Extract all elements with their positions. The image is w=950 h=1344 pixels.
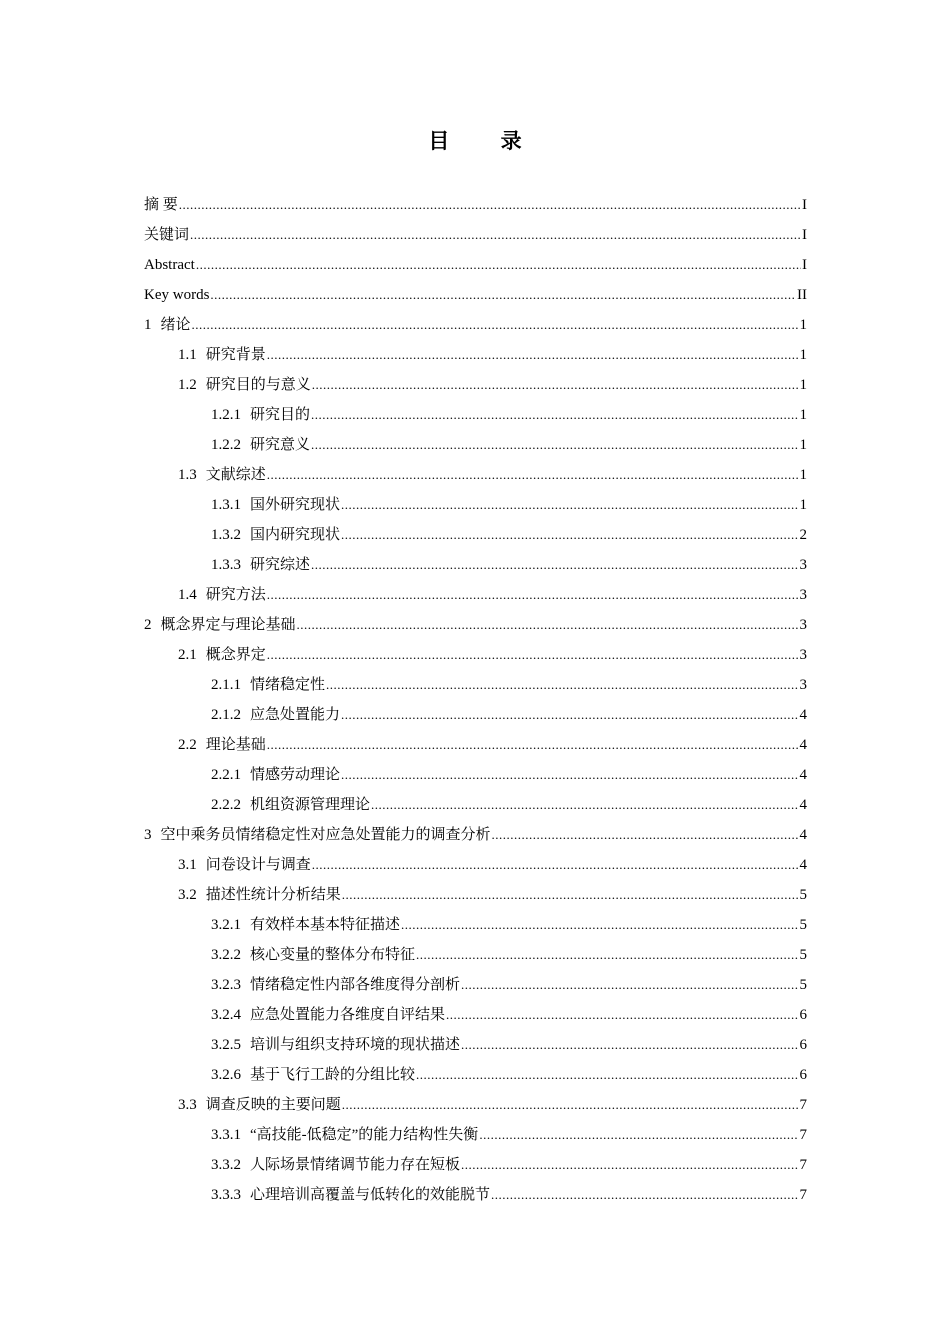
toc-entry[interactable] (144, 760, 807, 790)
toc-entry[interactable] (144, 550, 807, 580)
toc-dot-leader (192, 310, 799, 340)
toc-entry-page: I (802, 197, 807, 213)
toc-entry-title: 绪论 (160, 317, 191, 333)
toc-entry-page: 3 (799, 617, 807, 633)
toc-dot-leader (492, 820, 799, 850)
toc-entry-number: 2.1 (178, 647, 197, 663)
toc-entry-title: 调查反映的主要问题 (205, 1097, 341, 1113)
toc-dot-leader (267, 340, 799, 370)
toc-entry-title: 问卷设计与调查 (205, 857, 311, 873)
toc-entry[interactable] (144, 310, 807, 340)
toc-dot-leader (341, 700, 798, 730)
toc-dot-leader (267, 580, 799, 610)
toc-entry-page: 5 (799, 917, 807, 933)
toc-entry-title: 情感劳动理论 (250, 767, 341, 783)
toc-entry-title: 文献综述 (205, 467, 266, 483)
toc-dot-leader (461, 970, 798, 1000)
toc-dot-leader (341, 490, 798, 520)
toc-dot-leader (196, 250, 801, 280)
toc-entry-title: 研究方法 (205, 587, 266, 603)
toc-entry-page: 7 (799, 1157, 807, 1173)
toc-entry[interactable] (144, 490, 807, 520)
toc-entry-page: 5 (799, 977, 807, 993)
toc-entry[interactable] (144, 340, 807, 370)
toc-entry-number: 3.2.6 (211, 1067, 241, 1083)
toc-entry[interactable] (144, 940, 807, 970)
toc-list (144, 190, 807, 1210)
toc-dot-leader (461, 1030, 798, 1060)
toc-entry-number: 3.2.3 (211, 977, 241, 993)
toc-entry-title: 机组资源管理理论 (250, 797, 371, 813)
toc-dot-leader (371, 790, 798, 820)
toc-dot-leader (416, 1060, 798, 1090)
toc-entry-page: 3 (799, 587, 807, 603)
toc-entry-page: 3 (799, 557, 807, 573)
toc-entry-page: 5 (799, 947, 807, 963)
toc-entry-number: 2.1.2 (211, 707, 241, 723)
toc-entry[interactable] (144, 730, 807, 760)
toc-entry-number: 2 (144, 617, 152, 633)
toc-entry[interactable] (144, 400, 807, 430)
toc-title: 目 录 (428, 129, 544, 153)
toc-entry-title: 应急处置能力各维度自评结果 (250, 1007, 446, 1023)
toc-dot-leader (446, 1000, 798, 1030)
toc-entry[interactable] (144, 1120, 807, 1150)
toc-entry[interactable] (144, 880, 807, 910)
toc-entry-title: 心理培训高覆盖与低转化的效能脱节 (250, 1187, 491, 1203)
toc-entry-title: 研究意义 (250, 437, 311, 453)
toc-entry[interactable] (144, 700, 807, 730)
toc-dot-leader (190, 220, 801, 250)
toc-entry[interactable] (144, 370, 807, 400)
toc-entry[interactable] (144, 250, 807, 280)
toc-entry-page: 4 (799, 707, 807, 723)
toc-entry[interactable] (144, 520, 807, 550)
toc-dot-leader (267, 640, 799, 670)
toc-entry-page: 6 (799, 1007, 807, 1023)
toc-entry[interactable] (144, 190, 807, 220)
toc-entry[interactable] (144, 790, 807, 820)
toc-entry-number: 3.3 (178, 1097, 197, 1113)
toc-entry-page: 1 (799, 317, 807, 333)
toc-entry-title: Abstract (144, 257, 195, 273)
toc-entry-page: 4 (799, 827, 807, 843)
toc-entry-number: 2.2.2 (211, 797, 241, 813)
toc-entry-number: 3.3.2 (211, 1157, 241, 1173)
toc-entry[interactable] (144, 1150, 807, 1180)
toc-entry[interactable] (144, 670, 807, 700)
toc-entry-page: 4 (799, 797, 807, 813)
toc-entry-number: 1.3.3 (211, 557, 241, 573)
toc-entry-number: 1.4 (178, 587, 197, 603)
toc-entry-title: 研究综述 (250, 557, 311, 573)
toc-entry-title: 概念界定 (205, 647, 266, 663)
toc-entry-page: 1 (799, 377, 807, 393)
toc-entry[interactable] (144, 1090, 807, 1120)
toc-entry-title: 摘 要 (144, 197, 178, 213)
toc-entry-number: 3.3.1 (211, 1127, 241, 1143)
toc-entry-page: 1 (799, 407, 807, 423)
toc-entry-number: 3.2.5 (211, 1037, 241, 1053)
toc-entry-page: 7 (799, 1187, 807, 1203)
toc-entry-number: 2.1.1 (211, 677, 241, 693)
toc-entry-number: 1.2 (178, 377, 197, 393)
toc-entry[interactable] (144, 1030, 807, 1060)
toc-entry-page: 1 (799, 497, 807, 513)
toc-dot-leader (342, 880, 799, 910)
toc-entry-page: I (802, 227, 807, 243)
toc-dot-leader (342, 1090, 799, 1120)
toc-entry-title: 培训与组织支持环境的现状描述 (250, 1037, 461, 1053)
toc-entry-number: 3.2.4 (211, 1007, 241, 1023)
toc-entry[interactable] (144, 970, 807, 1000)
toc-dot-leader (312, 850, 799, 880)
toc-entry-title: 关键词 (144, 227, 190, 243)
toc-dot-leader (179, 190, 801, 220)
toc-entry-title: 研究目的与意义 (205, 377, 311, 393)
toc-entry-page: 4 (799, 737, 807, 753)
toc-dot-leader (479, 1120, 798, 1150)
toc-entry-number: 1 (144, 317, 152, 333)
toc-entry-number: 3.3.3 (211, 1187, 241, 1203)
toc-entry-page: 6 (799, 1037, 807, 1053)
toc-entry-number: 3.2 (178, 887, 197, 903)
toc-entry-title: 描述性统计分析结果 (205, 887, 341, 903)
toc-entry-page: 5 (799, 887, 807, 903)
toc-entry-number: 3 (144, 827, 152, 843)
toc-entry-page: 2 (799, 527, 807, 543)
toc-entry-page: 1 (799, 347, 807, 363)
toc-entry[interactable] (144, 580, 807, 610)
toc-entry[interactable] (144, 460, 807, 490)
toc-entry-number: 2.2 (178, 737, 197, 753)
toc-entry-title: 空中乘务员情绪稳定性对应急处置能力的调查分析 (160, 827, 491, 843)
toc-entry[interactable] (144, 1000, 807, 1030)
toc-entry-number: 2.2.1 (211, 767, 241, 783)
toc-entry-number: 1.3.2 (211, 527, 241, 543)
toc-entry-title: 研究目的 (250, 407, 311, 423)
toc-dot-leader (267, 730, 799, 760)
toc-entry[interactable] (144, 850, 807, 880)
toc-entry-title: 基于飞行工龄的分组比较 (250, 1067, 416, 1083)
toc-entry-page: 4 (799, 767, 807, 783)
toc-entry-title: “高技能-低稳定”的能力结构性失衡 (250, 1127, 479, 1143)
toc-dot-leader (210, 280, 796, 310)
toc-entry-number: 3.1 (178, 857, 197, 873)
toc-dot-leader (341, 520, 798, 550)
toc-entry-page: 6 (799, 1067, 807, 1083)
toc-dot-leader (461, 1150, 798, 1180)
toc-dot-leader (326, 670, 798, 700)
toc-dot-leader (311, 550, 798, 580)
toc-entry[interactable] (144, 1180, 807, 1210)
toc-entry[interactable] (144, 640, 807, 670)
toc-entry-page: 3 (799, 647, 807, 663)
toc-entry-title: 情绪稳定性 (250, 677, 326, 693)
toc-entry-title: 人际场景情绪调节能力存在短板 (250, 1157, 461, 1173)
toc-entry-page: I (802, 257, 807, 273)
toc-entry-page: 4 (799, 857, 807, 873)
toc-entry-page: II (797, 287, 807, 303)
toc-entry-number: 1.1 (178, 347, 197, 363)
toc-entry-number: 3.2.2 (211, 947, 241, 963)
toc-entry-number: 1.2.1 (211, 407, 241, 423)
toc-dot-leader (491, 1180, 798, 1210)
toc-entry-title: 国外研究现状 (250, 497, 341, 513)
toc-entry-title: 核心变量的整体分布特征 (250, 947, 416, 963)
toc-entry[interactable] (144, 430, 807, 460)
toc-entry-number: 1.3 (178, 467, 197, 483)
toc-entry-page: 7 (799, 1127, 807, 1143)
toc-entry-title: 应急处置能力 (250, 707, 341, 723)
toc-dot-leader (341, 760, 798, 790)
toc-entry-title: Key words (144, 287, 210, 303)
toc-entry-page: 3 (799, 677, 807, 693)
toc-entry-number: 1.3.1 (211, 497, 241, 513)
toc-dot-leader (311, 430, 798, 460)
toc-entry-number: 3.2.1 (211, 917, 241, 933)
toc-entry[interactable] (144, 610, 807, 640)
toc-entry-title: 概念界定与理论基础 (160, 617, 296, 633)
toc-dot-leader (401, 910, 798, 940)
toc-entry-page: 1 (799, 467, 807, 483)
toc-dot-leader (416, 940, 798, 970)
toc-entry-title: 情绪稳定性内部各维度得分剖析 (250, 977, 461, 993)
toc-entry[interactable] (144, 820, 807, 850)
toc-entry-title: 研究背景 (205, 347, 266, 363)
toc-dot-leader (267, 460, 799, 490)
toc-entry-title: 国内研究现状 (250, 527, 341, 543)
toc-entry[interactable] (144, 220, 807, 250)
toc-dot-leader (311, 400, 798, 430)
toc-entry[interactable] (144, 1060, 807, 1090)
toc-dot-leader (312, 370, 799, 400)
toc-entry[interactable] (144, 280, 807, 310)
toc-entry-title: 理论基础 (205, 737, 266, 753)
toc-dot-leader (297, 610, 799, 640)
toc-entry-number: 1.2.2 (211, 437, 241, 453)
toc-entry-title: 有效样本基本特征描述 (250, 917, 401, 933)
toc-entry[interactable] (144, 910, 807, 940)
toc-entry-page: 7 (799, 1097, 807, 1113)
toc-entry-page: 1 (799, 437, 807, 453)
